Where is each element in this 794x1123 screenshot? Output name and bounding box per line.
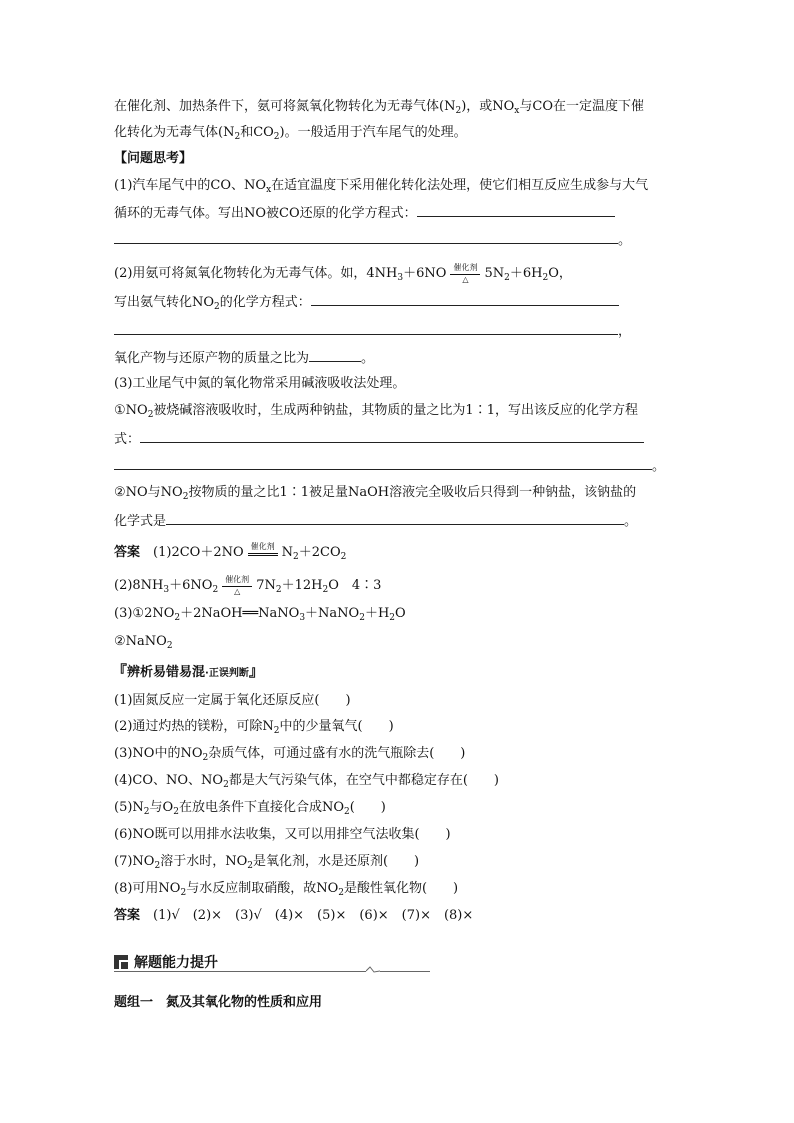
answer-blank[interactable] <box>417 202 615 217</box>
subscript: 2 <box>359 613 365 623</box>
judge-item-7 <box>114 852 419 872</box>
text: (1)汽车尾气中的CO、NO <box>114 178 267 193</box>
condition-bottom: △ <box>234 587 241 596</box>
catalyst-condition <box>450 264 480 284</box>
subscript: 2 <box>275 585 282 595</box>
text: O 4∶3 <box>328 578 382 593</box>
subscript: 2 <box>338 888 344 898</box>
answer-blank[interactable] <box>166 510 624 525</box>
text: 。 <box>618 233 632 248</box>
text: 在适宜温度下采用催化转化法处理，使它们相互反应生成参与大气 <box>271 178 649 193</box>
intro-line-2 <box>114 123 467 143</box>
judge-item-5 <box>114 798 386 818</box>
text: 式： <box>114 432 141 447</box>
section-rule-left <box>114 971 366 972</box>
answer-1 <box>114 543 346 563</box>
answer-label: 答案 <box>114 545 141 560</box>
group-title: 氮及其氧化物的性质和应用 <box>166 995 323 1010</box>
subscript: 3 <box>397 273 404 283</box>
text: 7N <box>256 578 276 593</box>
text: )，或NO <box>461 99 515 114</box>
q3-s1-line-3 <box>114 455 665 477</box>
text: 在放电条件下直接化合成NO <box>178 800 344 815</box>
section-rule-zigzag <box>366 966 380 974</box>
subscript: 2 <box>273 726 280 736</box>
subscript: 2 <box>182 492 189 502</box>
text: ＋6NO <box>403 266 447 281</box>
bracket-open: 『 <box>112 662 128 680</box>
answer-2 <box>114 576 381 596</box>
text: 5N <box>484 266 505 281</box>
text: 被烧碱溶液吸收时，生成两种钠盐，其物质的量之比为1∶1，写出该反应的化学方程 <box>153 403 638 418</box>
text: ②NO与NO <box>114 485 183 500</box>
subscript: x <box>514 106 520 116</box>
answer-4 <box>114 632 173 652</box>
text: 的化学方程式： <box>219 295 311 310</box>
catalyst-condition <box>222 576 252 596</box>
text: ＋12H <box>281 578 323 593</box>
q3-line-1: (3)工业尾气中氮的氧化物常采用碱液吸收法处理。 <box>114 376 406 391</box>
subscript: 2 <box>322 585 329 595</box>
text: O <box>395 606 406 621</box>
judge-item-2 <box>114 717 394 737</box>
text: (7)NO <box>114 854 155 869</box>
subscript: 2 <box>223 780 229 790</box>
arrow-line <box>248 553 278 554</box>
text: 写出氨气转化NO <box>114 295 215 310</box>
subscript: 2 <box>455 106 462 116</box>
group-label: 题组一 <box>114 995 154 1010</box>
section-square-icon <box>114 955 128 969</box>
q3-s1-line-2 <box>114 428 644 450</box>
subscript: 2 <box>173 807 179 817</box>
subscript: 2 <box>202 753 209 763</box>
text: 是氧化剂，水是还原剂( ) <box>252 854 420 869</box>
q3-s2-line-2 <box>114 510 637 532</box>
subscript: 3 <box>163 585 170 595</box>
q3-s2-line-1 <box>114 483 636 503</box>
text: ＋6NO <box>169 578 213 593</box>
subscript: 2 <box>180 888 187 898</box>
group-heading <box>114 993 322 1013</box>
text: 和CO <box>240 125 274 140</box>
text: ＋H <box>364 606 390 621</box>
catalyst-condition <box>248 543 278 563</box>
condition-top: 催化剂 <box>453 263 478 272</box>
text: 。 <box>652 459 666 474</box>
subscript: 2 <box>389 613 396 623</box>
judge-item-1: (1)固氮反应一定属于氧化还原反应( ) <box>114 693 351 708</box>
q2-line-4 <box>114 347 374 369</box>
subscript: 2 <box>504 273 510 283</box>
subscript: 2 <box>247 861 253 871</box>
answer-blank[interactable] <box>114 229 618 244</box>
subscript: 2 <box>273 132 280 142</box>
text: 循环的无毒气体。写出NO被CO还原的化学方程式： <box>114 206 417 221</box>
text: ， <box>618 324 632 339</box>
subscript: 2 <box>343 807 350 817</box>
text: (2)通过灼热的镁粉，可除N <box>114 719 274 734</box>
text: 与O <box>149 800 174 815</box>
text: 。 <box>361 351 375 366</box>
text: ( ) <box>349 800 386 815</box>
heading-question: 【问题思考】 <box>114 151 193 166</box>
q3-s1-line-1 <box>114 401 638 421</box>
judge-item-3 <box>114 744 465 764</box>
text: ＋6H <box>509 266 543 281</box>
subscript: 2 <box>166 641 173 651</box>
judge-item-6: (6)NO既可以用排水法收集，又可以用排空气法收集( ) <box>114 827 451 842</box>
answer-judge <box>114 906 473 926</box>
text: (8)可用NO <box>114 881 181 896</box>
q2-line-1 <box>114 264 572 284</box>
bracket-close: 』 <box>248 662 264 680</box>
section-rule-right <box>380 971 430 972</box>
text: 按物质的量之比1∶1被足量NaOH溶液完全吸收后只得到一种钠盐，该钠盐的 <box>188 485 637 500</box>
text: 化学式是 <box>114 514 167 529</box>
subscript: 2 <box>174 613 181 623</box>
q2-line-2 <box>114 291 619 313</box>
section-title: 解题能力提升 <box>134 955 218 971</box>
text: 与水反应制取硝酸，故NO <box>186 881 339 896</box>
judge-title-text: 辨析易错易混 <box>127 665 206 680</box>
text: 在催化剂、加热条件下，氨可将氮氧化物转化为无毒气体(N <box>114 99 456 114</box>
subscript: 2 <box>234 132 241 142</box>
text: ＋NaNO <box>305 606 360 621</box>
text: (1)2CO＋2NO <box>153 545 244 560</box>
text: ＋2NaOH══NaNO <box>180 606 300 621</box>
answer-blank[interactable] <box>114 320 618 335</box>
condition-top: 催化剂 <box>225 575 250 584</box>
subscript: 2 <box>293 552 299 562</box>
q2-line-3 <box>114 320 631 342</box>
answer-label: 答案 <box>114 908 141 923</box>
text: (3)NO中的NO <box>114 746 203 761</box>
text: (3)①2NO <box>114 606 175 621</box>
text: 氧化产物与还原产物的质量之比为 <box>114 351 310 366</box>
judge-item-4 <box>114 771 499 791</box>
subscript: 2 <box>143 807 150 817</box>
text: ①NO <box>114 403 148 418</box>
text: 与CO在一定温度下催 <box>519 99 644 114</box>
subscript: 2 <box>212 585 219 595</box>
text: (2)8NH <box>114 578 164 593</box>
answer-blank[interactable] <box>140 428 644 443</box>
q1-line-3 <box>114 229 631 251</box>
subscript: 3 <box>299 613 306 623</box>
condition-bottom: △ <box>462 275 469 284</box>
text: ＋2CO <box>298 545 341 560</box>
text: ②NaNO <box>114 634 167 649</box>
text: 是酸性氧化物( ) <box>343 881 459 896</box>
judge-subtitle: ·正误判断 <box>205 668 249 679</box>
text: O， <box>548 266 572 281</box>
subscript: 2 <box>214 302 220 312</box>
answer-text: (1)√ (2)× (3)√ (4)× (5)× (6)× (7)× (8)× <box>153 908 474 923</box>
subscript: 2 <box>542 273 549 283</box>
text: )。一般适用于汽车尾气的处理。 <box>279 125 467 140</box>
text: N <box>281 545 294 560</box>
q1-line-2 <box>114 202 615 224</box>
text: 。 <box>624 514 638 529</box>
text: 杂质气体，可通过盛有水的洗气瓶除去( ) <box>208 746 466 761</box>
text: (2)用氨可将氮氧化物转化为无毒气体。如，4NH <box>114 266 398 281</box>
answer-blank[interactable] <box>311 291 619 306</box>
subscript: 2 <box>154 861 161 871</box>
subscript: 2 <box>147 410 154 420</box>
text: 化转化为无毒气体(N <box>114 125 235 140</box>
intro-line-1 <box>114 97 644 117</box>
q1-line-1 <box>114 176 648 196</box>
answer-blank[interactable] <box>114 455 652 470</box>
answer-blank[interactable] <box>309 347 361 362</box>
judge-title <box>112 661 264 684</box>
subscript: x <box>266 185 272 195</box>
text: (5)N <box>114 800 144 815</box>
text: (4)CO、NO、NO <box>114 773 224 788</box>
text: 溶于水时，NO <box>160 854 248 869</box>
text: 都是大气污染气体，在空气中都稳定存在( ) <box>228 773 499 788</box>
condition-top: 催化剂 <box>250 542 275 551</box>
text: 中的少量氧气( ) <box>279 719 394 734</box>
arrow-line <box>248 555 278 556</box>
answer-3 <box>114 604 406 624</box>
judge-item-8 <box>114 879 458 899</box>
subscript: 2 <box>340 552 347 562</box>
